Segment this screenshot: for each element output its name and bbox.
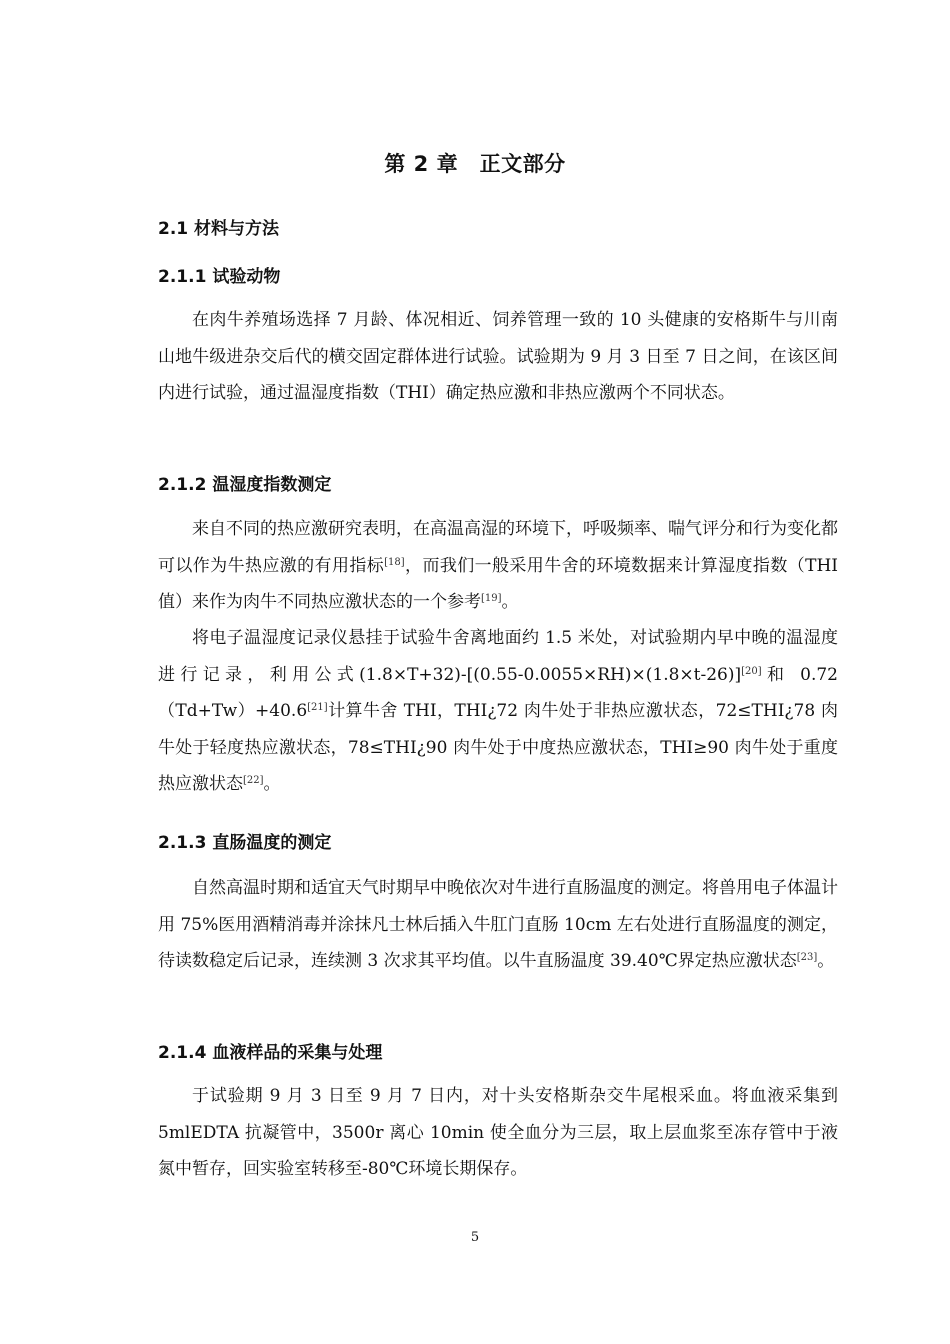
section-heading-2-1-1: 2.1.1 试验动物 bbox=[158, 267, 281, 287]
paragraph-text: 。 bbox=[263, 774, 281, 794]
paragraph-text: 来自不同的热应激研究表明，在高温高湿的环境下，呼吸频率、喘气评分和行为变化都可以作为牛热应激的有用指标 bbox=[158, 519, 838, 576]
section-heading-2-1-4: 2.1.4 血液样品的采集与处理 bbox=[158, 1043, 383, 1063]
paragraph-text: 自然高温时期和适宜天气时期早中晚依次对牛进行直肠温度的测定。将兽用电子体温计用 75%医用酒精消毒并涂抹凡士林后插入牛肛门直肠 10cm 左右处进行直肠温度的测定，待读数稳定后记录，连续测 3 次求其平均值。以牛直肠温度 39.40℃界定热应激状态 bbox=[158, 878, 838, 971]
paragraph-text: 计算牛舍 THI，THI¿72 肉牛处于非热应激状态，72≤THI¿78 肉牛处于轻度热应激状态，78≤THI¿90 肉牛处于中度热应激状态，THI≥90 肉牛处于重度热应激状态 bbox=[158, 701, 838, 794]
paragraph-thi-measurement bbox=[158, 620, 838, 803]
paragraph-test-animals: 在肉牛养殖场选择 7 月龄、体况相近、饲养管理一致的 10 头健康的安格斯牛与川南山地牛级进杂交后代的横交固定群体进行试验。试验期为 9 月 3 日至 7 日之间，在该区间内进行试验，通过温湿度指数（THI）确定热应激和非热应激两个不同状态。 bbox=[158, 310, 838, 403]
section-heading-2-1-3: 2.1.3 直肠温度的测定 bbox=[158, 833, 332, 853]
paragraph-text: 和 0.72（Td+Tw）+40.6 bbox=[158, 664, 838, 721]
section-heading-2-1-2: 2.1.2 温湿度指数测定 bbox=[158, 475, 332, 495]
paragraph-thi-background bbox=[158, 511, 838, 621]
citation-20[interactable]: [20] bbox=[741, 665, 762, 677]
section-heading-2-1: 2.1 材料与方法 bbox=[158, 219, 280, 239]
paragraph-text: 。 bbox=[501, 592, 519, 612]
citation-23[interactable]: [23] bbox=[796, 952, 818, 963]
citation-22[interactable]: [22] bbox=[243, 775, 264, 786]
citation-18[interactable]: [18] bbox=[384, 556, 405, 568]
paragraph-rectal-temperature bbox=[158, 870, 838, 980]
paragraph-blood-sampling: 于试验期 9 月 3 日至 9 月 7 日内，对十头安格斯杂交牛尾根采血。将血液采集到 5mlEDTA 抗凝管中，3500r 离心 10min 使全血分为三层，取上层血浆至冻存管中于液氮中暂存，回实验室转移至-80℃环境长期保存。 bbox=[158, 1086, 838, 1179]
paragraph-text: 将电子温湿度记录仪悬挂于试验牛舍离地面约 1.5 米处，对试验期内早中晚的温湿度进行记录，利用公式(1.8×T+32)-[(0.55-0.0055×RH)×(1.8×t-26)] bbox=[158, 628, 838, 685]
page-number: 5 bbox=[470, 1230, 480, 1245]
paragraph-text: ，而我们一般采用牛舍的环境数据来计算湿度指数（THI 值）来作为肉牛不同热应激状态的一个参考 bbox=[158, 555, 838, 612]
chapter-title: 第 2 章 正文部分 bbox=[384, 152, 566, 176]
paragraph-text: 。 bbox=[817, 951, 835, 971]
citation-19[interactable]: [19] bbox=[481, 593, 502, 604]
citation-21[interactable]: [21] bbox=[307, 702, 328, 713]
